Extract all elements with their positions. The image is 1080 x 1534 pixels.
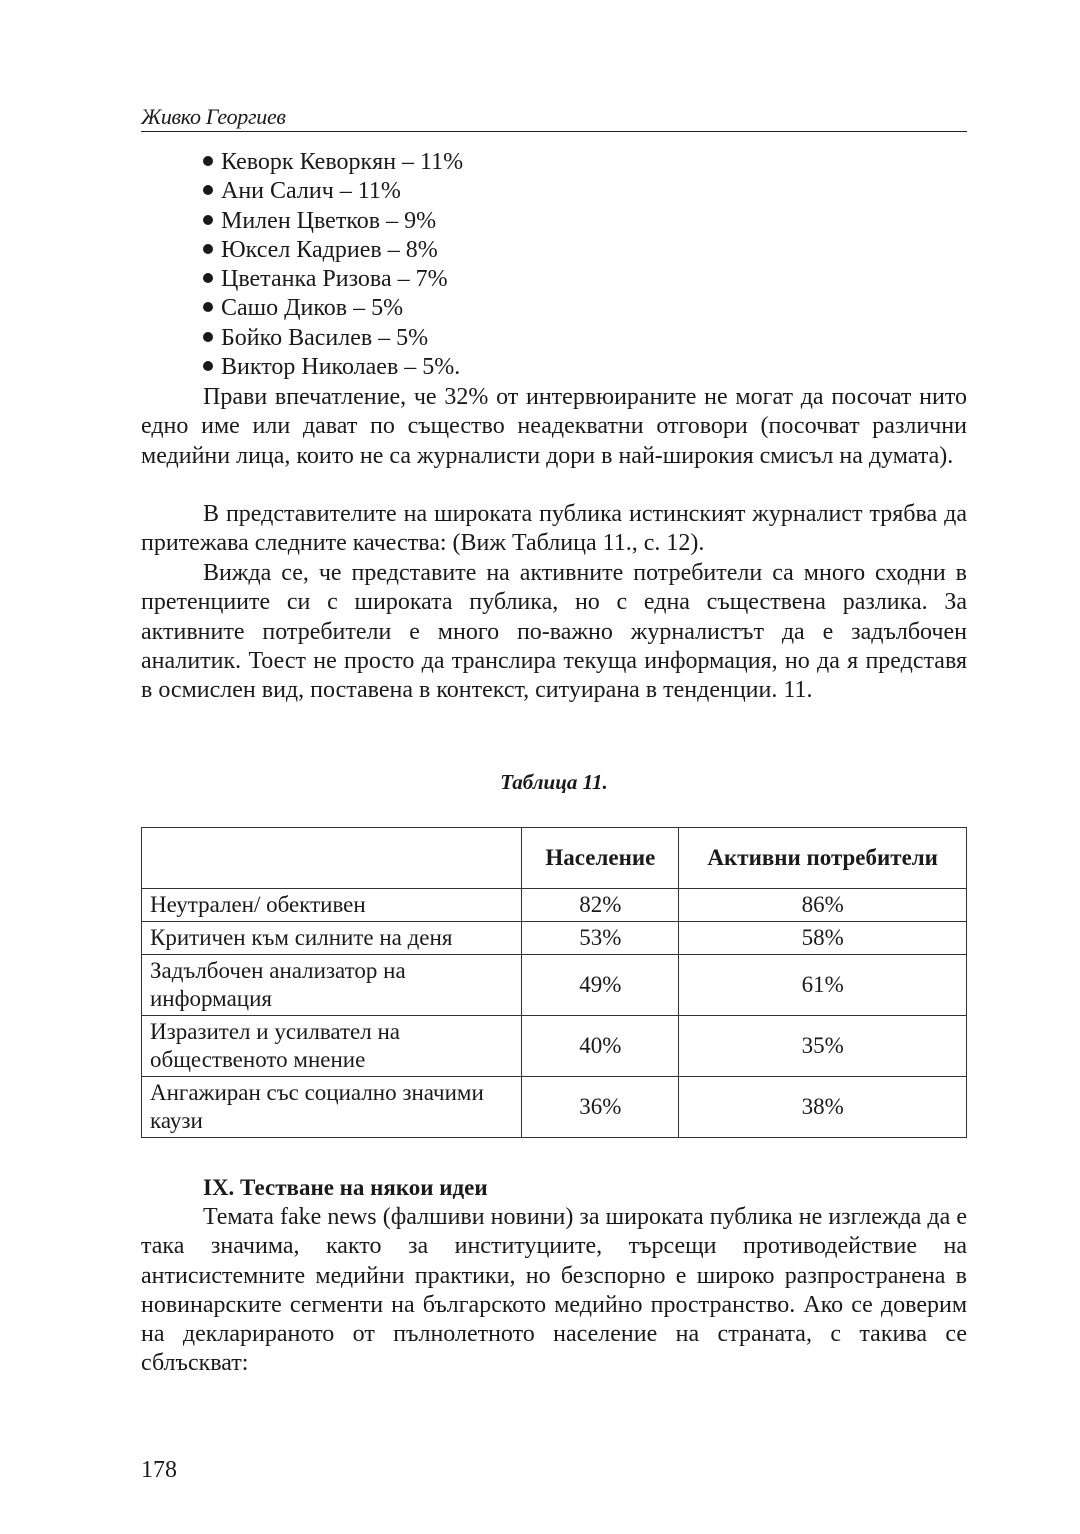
list-item-text: Кеворк Кеворкян – 11%	[221, 149, 464, 175]
table-row	[142, 1077, 967, 1138]
paragraph-block	[141, 500, 967, 559]
page-number: 178	[141, 1457, 177, 1483]
header-empty	[142, 828, 522, 889]
bullet-icon	[203, 302, 213, 312]
table-caption: Таблица 11.	[500, 770, 608, 794]
list-item-text: Виктор Николаев – 5%.	[221, 354, 461, 381]
population-value: 36%	[522, 1077, 679, 1138]
paragraph-32-percent: Прави впечатление, че 32% от интервюираните не могат да посочат нито едно име или дават по същество неадекватни отговори (посочват различни медийни лица, които не са журналисти дори в най-широкия смисъл на думата).	[141, 384, 967, 469]
table-row	[142, 889, 967, 922]
list-item	[203, 207, 463, 236]
list-item-text: Милен Цветков – 9%	[221, 207, 437, 234]
row-label: Неутрален/ обективен	[142, 889, 522, 922]
list-item	[203, 353, 463, 382]
list-item-text: Ани Салич – 11%	[221, 178, 401, 205]
running-header-author: Живко Георгиев	[141, 103, 967, 132]
paragraph-block	[141, 383, 967, 471]
bullet-icon	[203, 215, 213, 225]
paragraph-qualities: В представителите на широката публика истинският журналист трябва да притежава следните качества: (Виж Таблица 11., с. 12).	[141, 501, 967, 557]
active-value: 58%	[679, 922, 967, 955]
list-item-text: Сашо Диков – 5%	[221, 295, 404, 322]
list-item	[203, 177, 463, 206]
header-active-users: Активни потребители	[679, 828, 967, 889]
population-value: 82%	[522, 889, 679, 922]
table-header-row	[142, 828, 967, 889]
bullet-icon	[203, 156, 213, 166]
active-value: 35%	[679, 1016, 967, 1077]
bullet-icon	[203, 332, 213, 342]
bullet-icon	[203, 185, 213, 195]
row-label: Ангажиран със социално значими каузи	[142, 1077, 522, 1138]
row-label: Критичен към силните на деня	[142, 922, 522, 955]
population-value: 53%	[522, 922, 679, 955]
list-item-text: Юксел Кадриев – 8%	[221, 236, 438, 263]
list-item	[203, 148, 463, 177]
list-item	[203, 236, 463, 265]
table-row	[142, 1016, 967, 1077]
active-value: 38%	[679, 1077, 967, 1138]
active-value: 61%	[679, 955, 967, 1016]
bullet-icon	[203, 361, 213, 371]
paragraph-fake-news: Темата fake news (фалшиви новини) за широката публика не изглежда да е така значима, както за институциите, търсещи противодействие на антисистемните медийни практики, но безспорно е широко разпространена в новинарските сегменти на българското медийно пространство. Ако се доверим на декларираното от пълнолетното население на страната, с такива се сблъскват:	[141, 1204, 967, 1377]
row-label: Изразител и усилвател на общественото мнение	[142, 1016, 522, 1077]
list-item-text: Цветанка Ризова – 7%	[221, 266, 448, 293]
list-item	[203, 294, 463, 323]
header-population: Население	[522, 828, 679, 889]
active-value: 86%	[679, 889, 967, 922]
bullet-icon	[203, 244, 213, 254]
list-item	[203, 265, 463, 294]
journalist-qualities-table	[141, 827, 967, 1138]
row-label: Задълбочен анализатор на информация	[142, 955, 522, 1016]
table-row	[142, 922, 967, 955]
paragraph-block	[141, 559, 967, 705]
journalist-name-list	[203, 148, 463, 382]
bullet-icon	[203, 273, 213, 283]
population-value: 40%	[522, 1016, 679, 1077]
paragraph-block	[141, 1203, 967, 1379]
list-item-text: Бойко Василев – 5%	[221, 324, 429, 351]
table-row	[142, 955, 967, 1016]
paragraph-active-users: Вижда се, че представите на активните потребители са много сходни в претенциите си с широката публика, но с една съществена разлика. За активните потребители е много по-важно журналистът да е задълбочен аналитик. Тоест не просто да транслира текуща информация, но да я представя в осмислен вид, поставена в контекст, ситуирана в тенденции. 11.	[141, 560, 967, 704]
section-heading: IX. Тестване на някои идеи	[203, 1175, 488, 1200]
population-value: 49%	[522, 955, 679, 1016]
list-item	[203, 324, 463, 353]
